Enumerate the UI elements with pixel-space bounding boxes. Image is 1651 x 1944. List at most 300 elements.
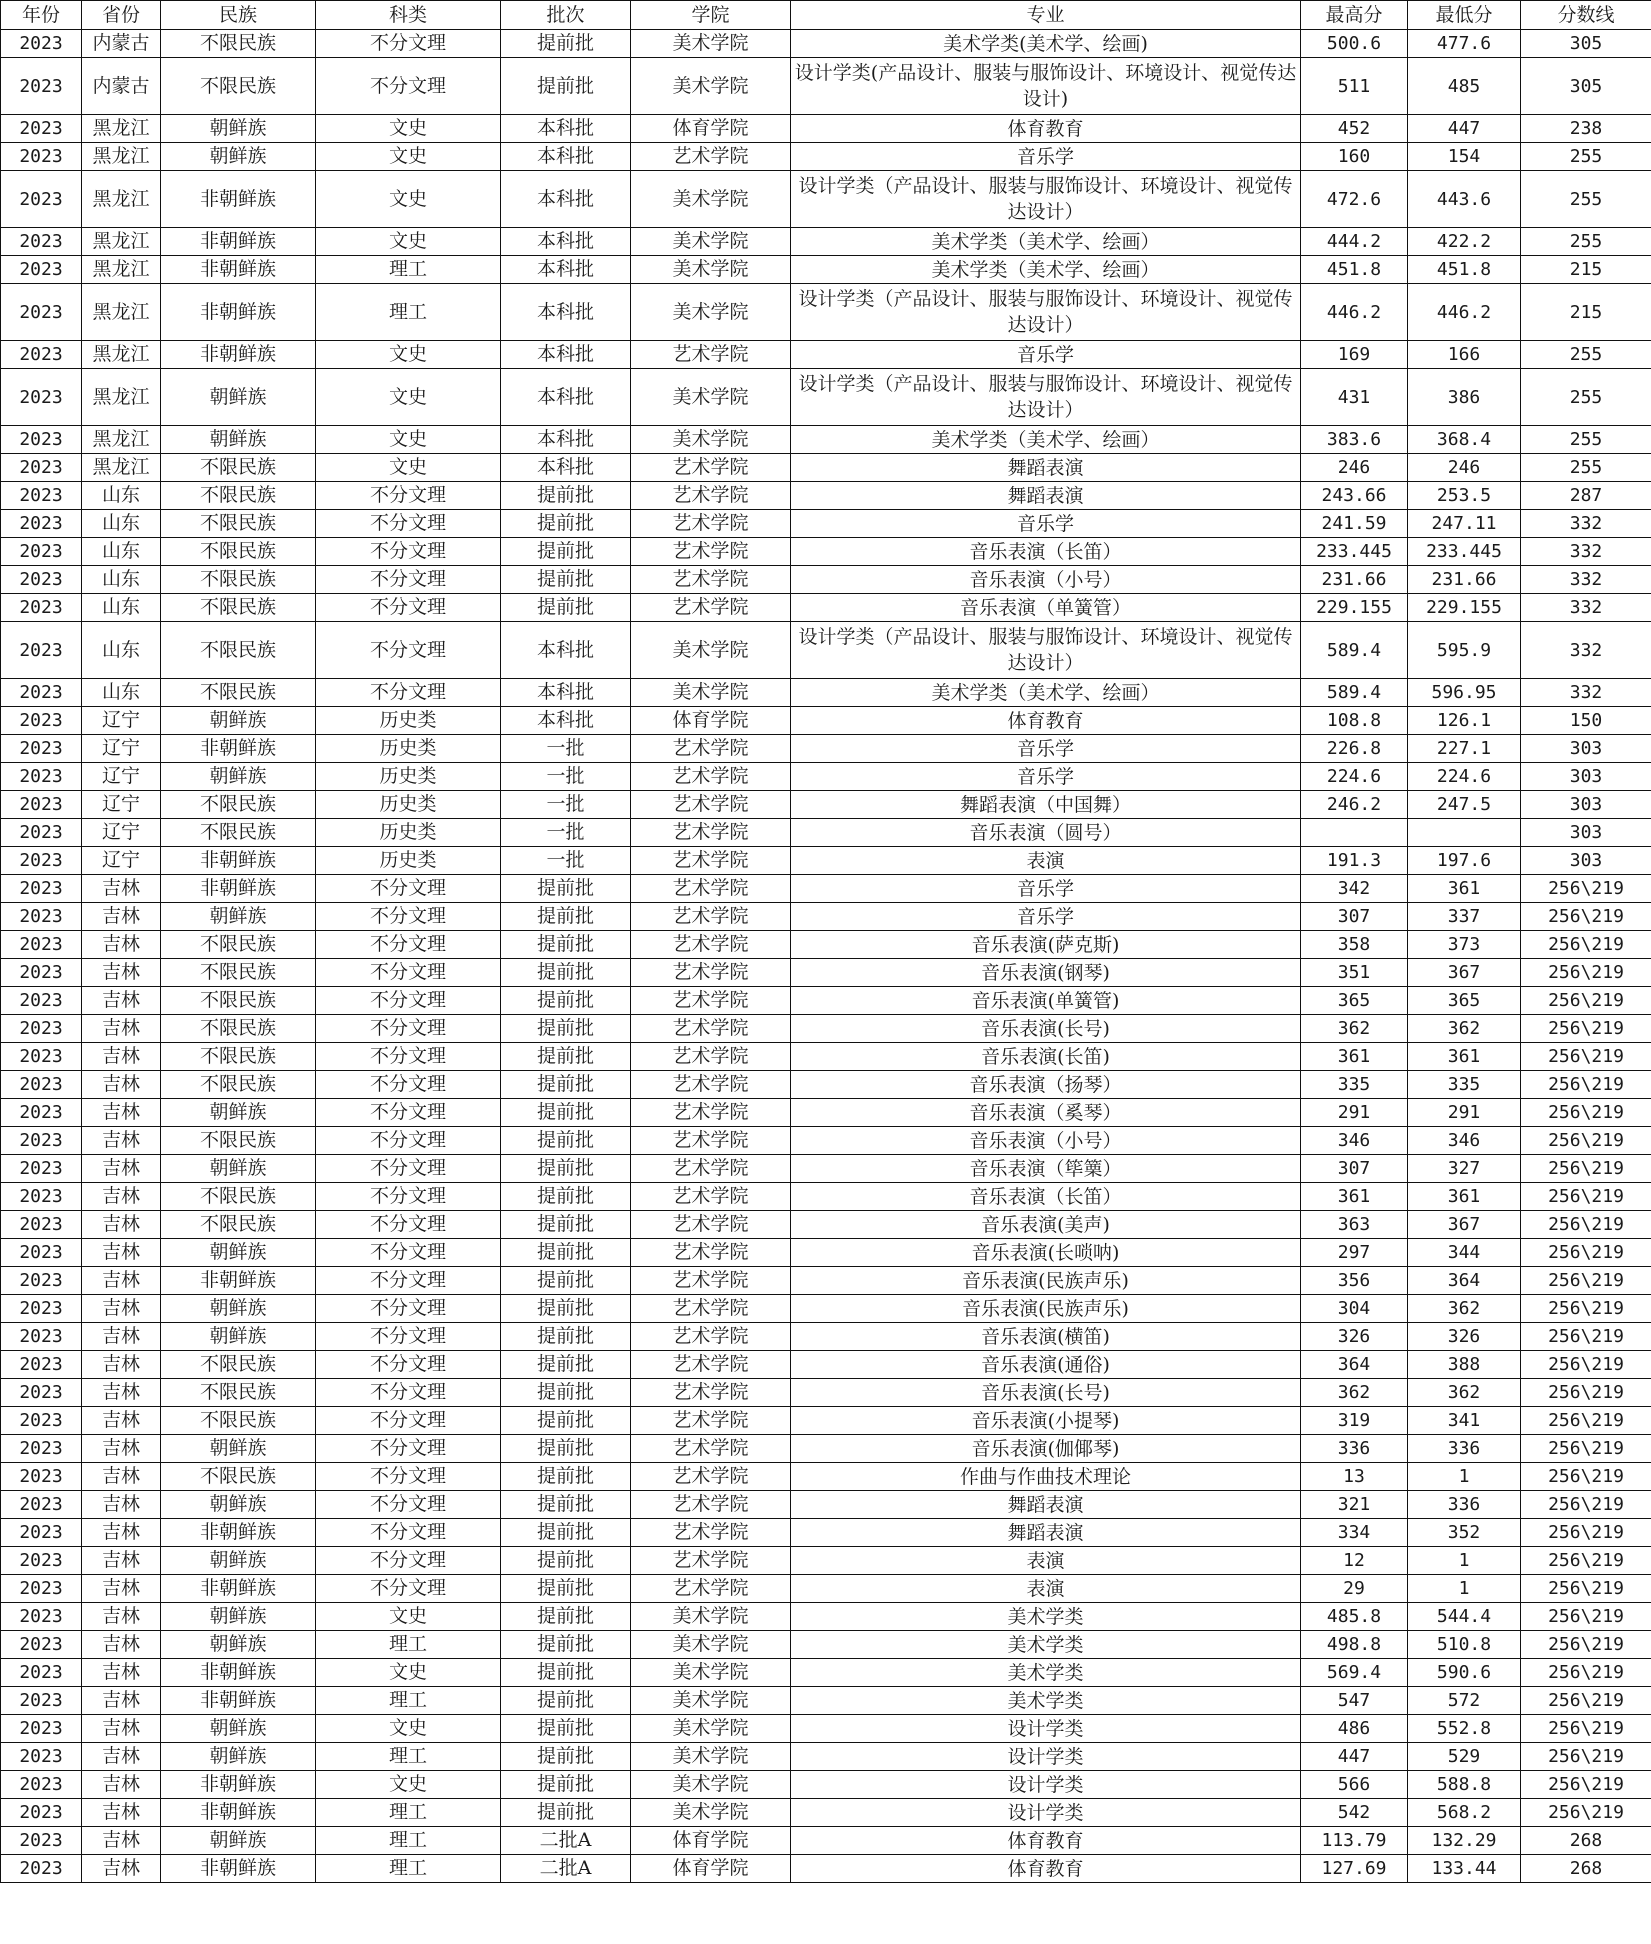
cell-province: 吉林 <box>82 1015 161 1043</box>
cell-major: 美术学类（美术学、绘画） <box>791 228 1301 256</box>
cell-subject: 理工 <box>316 256 501 284</box>
cell-min-score: 368.4 <box>1408 426 1521 454</box>
cell-major: 美术学类(美术学、绘画) <box>791 30 1301 58</box>
cell-max-score: 361 <box>1301 1043 1408 1071</box>
cell-major: 设计学类(产品设计、服装与服饰设计、环境设计、视觉传达设计) <box>791 58 1301 115</box>
cell-cutoff: 256\219 <box>1521 1015 1651 1043</box>
cell-max-score: 307 <box>1301 1155 1408 1183</box>
cell-subject: 不分文理 <box>316 58 501 115</box>
cell-major: 体育教育 <box>791 707 1301 735</box>
cell-year: 2023 <box>1 903 82 931</box>
cell-major: 美术学类 <box>791 1687 1301 1715</box>
cell-min-score: 166 <box>1408 341 1521 369</box>
cell-college: 艺术学院 <box>631 819 791 847</box>
cell-min-score: 446.2 <box>1408 284 1521 341</box>
cell-year: 2023 <box>1 875 82 903</box>
cell-batch: 本科批 <box>501 369 631 426</box>
cell-college: 艺术学院 <box>631 903 791 931</box>
cell-subject: 不分文理 <box>316 1435 501 1463</box>
cell-subject: 不分文理 <box>316 931 501 959</box>
cell-max-score: 383.6 <box>1301 426 1408 454</box>
cell-cutoff: 256\219 <box>1521 1267 1651 1295</box>
cell-ethnicity: 不限民族 <box>161 1351 316 1379</box>
cell-subject: 历史类 <box>316 763 501 791</box>
cell-college: 美术学院 <box>631 679 791 707</box>
cell-major: 音乐表演（单簧管） <box>791 594 1301 622</box>
cell-province: 吉林 <box>82 931 161 959</box>
cell-max-score: 451.8 <box>1301 256 1408 284</box>
cell-province: 吉林 <box>82 1547 161 1575</box>
cell-cutoff: 255 <box>1521 341 1651 369</box>
cell-year: 2023 <box>1 1575 82 1603</box>
cell-max-score: 231.66 <box>1301 566 1408 594</box>
cell-cutoff: 332 <box>1521 622 1651 679</box>
cell-province: 吉林 <box>82 1407 161 1435</box>
table-row <box>1 679 1651 707</box>
cell-max-score: 326 <box>1301 1323 1408 1351</box>
cell-province: 吉林 <box>82 1771 161 1799</box>
cell-min-score: 595.9 <box>1408 622 1521 679</box>
cell-ethnicity: 非朝鲜族 <box>161 228 316 256</box>
cell-ethnicity: 非朝鲜族 <box>161 1575 316 1603</box>
cell-min-score: 388 <box>1408 1351 1521 1379</box>
cell-major: 美术学类（美术学、绘画） <box>791 426 1301 454</box>
cell-college: 艺术学院 <box>631 1435 791 1463</box>
cell-min-score: 373 <box>1408 931 1521 959</box>
cell-max-score: 356 <box>1301 1267 1408 1295</box>
cell-college: 艺术学院 <box>631 1575 791 1603</box>
cell-province: 吉林 <box>82 1351 161 1379</box>
header-major: 专业 <box>791 1 1301 30</box>
cell-college: 美术学院 <box>631 1631 791 1659</box>
cell-cutoff: 303 <box>1521 763 1651 791</box>
cell-subject: 理工 <box>316 1855 501 1883</box>
cell-province: 吉林 <box>82 1575 161 1603</box>
cell-max-score: 191.3 <box>1301 847 1408 875</box>
cell-province: 内蒙古 <box>82 30 161 58</box>
cell-province: 黑龙江 <box>82 284 161 341</box>
table-row <box>1 1127 1651 1155</box>
cell-major: 音乐表演(民族声乐) <box>791 1267 1301 1295</box>
cell-cutoff: 268 <box>1521 1827 1651 1855</box>
cell-major: 美术学类 <box>791 1603 1301 1631</box>
cell-cutoff: 256\219 <box>1521 1155 1651 1183</box>
cell-college: 艺术学院 <box>631 482 791 510</box>
cell-year: 2023 <box>1 171 82 228</box>
cell-year: 2023 <box>1 707 82 735</box>
cell-min-score: 364 <box>1408 1267 1521 1295</box>
cell-major: 音乐表演(伽倻琴) <box>791 1435 1301 1463</box>
cell-subject: 不分文理 <box>316 903 501 931</box>
cell-subject: 不分文理 <box>316 510 501 538</box>
cell-min-score: 447 <box>1408 115 1521 143</box>
cell-major: 音乐学 <box>791 903 1301 931</box>
cell-max-score: 358 <box>1301 931 1408 959</box>
header-province: 省份 <box>82 1 161 30</box>
cell-year: 2023 <box>1 1547 82 1575</box>
cell-max-score: 127.69 <box>1301 1855 1408 1883</box>
cell-cutoff: 256\219 <box>1521 1547 1651 1575</box>
table-row <box>1 903 1651 931</box>
table-row <box>1 482 1651 510</box>
cell-min-score: 346 <box>1408 1127 1521 1155</box>
cell-year: 2023 <box>1 1799 82 1827</box>
cell-college: 艺术学院 <box>631 1211 791 1239</box>
cell-subject: 不分文理 <box>316 1295 501 1323</box>
cell-province: 辽宁 <box>82 707 161 735</box>
cell-province: 吉林 <box>82 1519 161 1547</box>
cell-cutoff: 256\219 <box>1521 1659 1651 1687</box>
cell-batch: 提前批 <box>501 1799 631 1827</box>
cell-subject: 不分文理 <box>316 1099 501 1127</box>
cell-cutoff: 256\219 <box>1521 1799 1651 1827</box>
cell-subject: 不分文理 <box>316 566 501 594</box>
cell-batch: 提前批 <box>501 1127 631 1155</box>
cell-min-score: 485 <box>1408 58 1521 115</box>
cell-subject: 文史 <box>316 1603 501 1631</box>
cell-cutoff: 256\219 <box>1521 959 1651 987</box>
cell-year: 2023 <box>1 763 82 791</box>
cell-ethnicity: 不限民族 <box>161 1407 316 1435</box>
cell-batch: 提前批 <box>501 1043 631 1071</box>
cell-ethnicity: 不限民族 <box>161 1015 316 1043</box>
cell-province: 吉林 <box>82 1155 161 1183</box>
cell-ethnicity: 不限民族 <box>161 538 316 566</box>
cell-batch: 提前批 <box>501 1295 631 1323</box>
cell-college: 美术学院 <box>631 1771 791 1799</box>
cell-major: 音乐表演(萨克斯) <box>791 931 1301 959</box>
cell-max-score: 224.6 <box>1301 763 1408 791</box>
cell-major: 音乐表演（长笛） <box>791 538 1301 566</box>
table-row <box>1 1575 1651 1603</box>
cell-subject: 文史 <box>316 171 501 228</box>
cell-year: 2023 <box>1 791 82 819</box>
table-row <box>1 1435 1651 1463</box>
cell-province: 吉林 <box>82 875 161 903</box>
cell-min-score: 568.2 <box>1408 1799 1521 1827</box>
cell-max-score: 304 <box>1301 1295 1408 1323</box>
cell-year: 2023 <box>1 1323 82 1351</box>
cell-province: 吉林 <box>82 1127 161 1155</box>
cell-province: 山东 <box>82 482 161 510</box>
cell-batch: 本科批 <box>501 143 631 171</box>
cell-major: 舞蹈表演（中国舞） <box>791 791 1301 819</box>
cell-province: 吉林 <box>82 1491 161 1519</box>
cell-ethnicity: 朝鲜族 <box>161 1435 316 1463</box>
cell-cutoff: 332 <box>1521 566 1651 594</box>
cell-ethnicity: 朝鲜族 <box>161 1239 316 1267</box>
cell-province: 吉林 <box>82 987 161 1015</box>
table-row <box>1 1351 1651 1379</box>
cell-province: 吉林 <box>82 1295 161 1323</box>
table-row <box>1 875 1651 903</box>
table-row <box>1 1799 1651 1827</box>
cell-subject: 不分文理 <box>316 679 501 707</box>
cell-batch: 提前批 <box>501 58 631 115</box>
cell-max-score: 113.79 <box>1301 1827 1408 1855</box>
cell-ethnicity: 朝鲜族 <box>161 1491 316 1519</box>
cell-min-score: 362 <box>1408 1295 1521 1323</box>
table-row <box>1 30 1651 58</box>
cell-max-score: 233.445 <box>1301 538 1408 566</box>
cell-year: 2023 <box>1 1519 82 1547</box>
cell-batch: 提前批 <box>501 1379 631 1407</box>
cell-max-score: 589.4 <box>1301 622 1408 679</box>
cell-batch: 一批 <box>501 847 631 875</box>
cell-batch: 提前批 <box>501 1239 631 1267</box>
table-row <box>1 1827 1651 1855</box>
cell-min-score: 544.4 <box>1408 1603 1521 1631</box>
cell-batch: 本科批 <box>501 284 631 341</box>
table-row <box>1 1743 1651 1771</box>
cell-ethnicity: 朝鲜族 <box>161 115 316 143</box>
cell-max-score: 485.8 <box>1301 1603 1408 1631</box>
header-row <box>1 1 1651 30</box>
cell-cutoff: 256\219 <box>1521 1519 1651 1547</box>
cell-subject: 文史 <box>316 1771 501 1799</box>
cell-cutoff: 256\219 <box>1521 1379 1651 1407</box>
cell-year: 2023 <box>1 1127 82 1155</box>
cell-min-score: 361 <box>1408 875 1521 903</box>
cell-college: 美术学院 <box>631 1715 791 1743</box>
cell-major: 音乐表演(小提琴) <box>791 1407 1301 1435</box>
cell-max-score: 364 <box>1301 1351 1408 1379</box>
cell-cutoff: 256\219 <box>1521 1295 1651 1323</box>
cell-batch: 一批 <box>501 763 631 791</box>
cell-year: 2023 <box>1 1155 82 1183</box>
cell-min-score: 596.95 <box>1408 679 1521 707</box>
cell-major: 表演 <box>791 1575 1301 1603</box>
cell-subject: 不分文理 <box>316 30 501 58</box>
cell-year: 2023 <box>1 1183 82 1211</box>
cell-min-score: 247.5 <box>1408 791 1521 819</box>
header-ethnicity: 民族 <box>161 1 316 30</box>
cell-cutoff: 256\219 <box>1521 875 1651 903</box>
cell-ethnicity: 朝鲜族 <box>161 903 316 931</box>
cell-ethnicity: 不限民族 <box>161 1211 316 1239</box>
cell-min-score: 365 <box>1408 987 1521 1015</box>
cell-year: 2023 <box>1 1351 82 1379</box>
cell-major: 音乐表演（长笛） <box>791 1183 1301 1211</box>
cell-batch: 提前批 <box>501 1435 631 1463</box>
cell-min-score: 197.6 <box>1408 847 1521 875</box>
cell-ethnicity: 朝鲜族 <box>161 1295 316 1323</box>
cell-max-score: 363 <box>1301 1211 1408 1239</box>
cell-province: 辽宁 <box>82 791 161 819</box>
cell-cutoff: 255 <box>1521 454 1651 482</box>
cell-college: 美术学院 <box>631 284 791 341</box>
cell-province: 吉林 <box>82 1659 161 1687</box>
table-row <box>1 1043 1651 1071</box>
cell-college: 美术学院 <box>631 30 791 58</box>
cell-province: 黑龙江 <box>82 256 161 284</box>
cell-province: 吉林 <box>82 1099 161 1127</box>
cell-max-score: 589.4 <box>1301 679 1408 707</box>
table-row <box>1 1099 1651 1127</box>
table-row <box>1 369 1651 426</box>
cell-college: 艺术学院 <box>631 1519 791 1547</box>
cell-college: 艺术学院 <box>631 1071 791 1099</box>
table-row <box>1 1379 1651 1407</box>
cell-province: 吉林 <box>82 1323 161 1351</box>
cell-cutoff: 256\219 <box>1521 1071 1651 1099</box>
cell-batch: 提前批 <box>501 959 631 987</box>
cell-max-score: 29 <box>1301 1575 1408 1603</box>
cell-ethnicity: 非朝鲜族 <box>161 735 316 763</box>
cell-batch: 提前批 <box>501 1267 631 1295</box>
cell-subject: 文史 <box>316 228 501 256</box>
cell-min-score: 477.6 <box>1408 30 1521 58</box>
cell-college: 艺术学院 <box>631 1379 791 1407</box>
cell-province: 黑龙江 <box>82 341 161 369</box>
cell-min-score: 229.155 <box>1408 594 1521 622</box>
cell-major: 音乐学 <box>791 735 1301 763</box>
cell-max-score: 569.4 <box>1301 1659 1408 1687</box>
cell-major: 作曲与作曲技术理论 <box>791 1463 1301 1491</box>
cell-ethnicity: 不限民族 <box>161 791 316 819</box>
cell-college: 艺术学院 <box>631 341 791 369</box>
cell-batch: 本科批 <box>501 426 631 454</box>
cell-major: 美术学类（美术学、绘画） <box>791 679 1301 707</box>
cell-cutoff: 256\219 <box>1521 1575 1651 1603</box>
cell-year: 2023 <box>1 1855 82 1883</box>
cell-year: 2023 <box>1 1379 82 1407</box>
cell-ethnicity: 不限民族 <box>161 931 316 959</box>
cell-major: 舞蹈表演 <box>791 1519 1301 1547</box>
cell-subject: 不分文理 <box>316 1071 501 1099</box>
cell-year: 2023 <box>1 115 82 143</box>
cell-cutoff: 287 <box>1521 482 1651 510</box>
cell-ethnicity: 非朝鲜族 <box>161 875 316 903</box>
cell-min-score: 253.5 <box>1408 482 1521 510</box>
cell-college: 艺术学院 <box>631 566 791 594</box>
cell-year: 2023 <box>1 1715 82 1743</box>
cell-subject: 理工 <box>316 1743 501 1771</box>
cell-batch: 提前批 <box>501 1015 631 1043</box>
cell-cutoff: 303 <box>1521 735 1651 763</box>
cell-year: 2023 <box>1 1603 82 1631</box>
cell-max-score: 566 <box>1301 1771 1408 1799</box>
cell-ethnicity: 不限民族 <box>161 594 316 622</box>
cell-college: 美术学院 <box>631 256 791 284</box>
cell-ethnicity: 朝鲜族 <box>161 369 316 426</box>
cell-batch: 提前批 <box>501 1099 631 1127</box>
cell-batch: 提前批 <box>501 1407 631 1435</box>
cell-min-score: 451.8 <box>1408 256 1521 284</box>
table-row <box>1 566 1651 594</box>
header-year: 年份 <box>1 1 82 30</box>
cell-ethnicity: 朝鲜族 <box>161 707 316 735</box>
cell-max-score: 12 <box>1301 1547 1408 1575</box>
cell-max-score: 319 <box>1301 1407 1408 1435</box>
cell-college: 艺术学院 <box>631 1127 791 1155</box>
cell-batch: 提前批 <box>501 1771 631 1799</box>
cell-year: 2023 <box>1 987 82 1015</box>
cell-subject: 不分文理 <box>316 622 501 679</box>
cell-major: 音乐表演(长笛) <box>791 1043 1301 1071</box>
cell-cutoff: 255 <box>1521 143 1651 171</box>
cell-ethnicity: 朝鲜族 <box>161 1323 316 1351</box>
table-body <box>1 30 1651 1883</box>
cell-batch: 本科批 <box>501 454 631 482</box>
cell-subject: 文史 <box>316 426 501 454</box>
cell-batch: 二批A <box>501 1827 631 1855</box>
table-row <box>1 228 1651 256</box>
cell-min-score: 1 <box>1408 1463 1521 1491</box>
cell-year: 2023 <box>1 1407 82 1435</box>
cell-major: 体育教育 <box>791 115 1301 143</box>
cell-year: 2023 <box>1 341 82 369</box>
cell-province: 吉林 <box>82 903 161 931</box>
cell-year: 2023 <box>1 1743 82 1771</box>
cell-college: 美术学院 <box>631 58 791 115</box>
cell-college: 美术学院 <box>631 1603 791 1631</box>
table-row <box>1 763 1651 791</box>
table-row <box>1 819 1651 847</box>
cell-province: 山东 <box>82 538 161 566</box>
cell-cutoff: 303 <box>1521 791 1651 819</box>
cell-min-score: 337 <box>1408 903 1521 931</box>
cell-ethnicity: 朝鲜族 <box>161 1631 316 1659</box>
cell-major: 设计学类 <box>791 1799 1301 1827</box>
cell-cutoff: 256\219 <box>1521 1127 1651 1155</box>
table-row <box>1 622 1651 679</box>
cell-min-score: 1 <box>1408 1575 1521 1603</box>
cell-min-score: 552.8 <box>1408 1715 1521 1743</box>
cell-subject: 不分文理 <box>316 987 501 1015</box>
cell-subject: 理工 <box>316 1687 501 1715</box>
table-row <box>1 143 1651 171</box>
cell-cutoff: 215 <box>1521 284 1651 341</box>
cell-max-score: 511 <box>1301 58 1408 115</box>
cell-subject: 不分文理 <box>316 1323 501 1351</box>
cell-subject: 不分文理 <box>316 1547 501 1575</box>
cell-batch: 本科批 <box>501 115 631 143</box>
cell-major: 体育教育 <box>791 1827 1301 1855</box>
cell-subject: 不分文理 <box>316 482 501 510</box>
cell-batch: 提前批 <box>501 931 631 959</box>
cell-college: 艺术学院 <box>631 931 791 959</box>
table-row <box>1 1295 1651 1323</box>
cell-batch: 提前批 <box>501 482 631 510</box>
cell-college: 美术学院 <box>631 1799 791 1827</box>
cell-batch: 提前批 <box>501 1603 631 1631</box>
cell-ethnicity: 不限民族 <box>161 566 316 594</box>
cell-min-score <box>1408 819 1521 847</box>
cell-province: 黑龙江 <box>82 143 161 171</box>
cell-ethnicity: 非朝鲜族 <box>161 1771 316 1799</box>
cell-year: 2023 <box>1 1827 82 1855</box>
cell-batch: 提前批 <box>501 1519 631 1547</box>
cell-ethnicity: 非朝鲜族 <box>161 1519 316 1547</box>
cell-cutoff: 256\219 <box>1521 1715 1651 1743</box>
cell-province: 黑龙江 <box>82 171 161 228</box>
cell-cutoff: 256\219 <box>1521 931 1651 959</box>
cell-ethnicity: 非朝鲜族 <box>161 1855 316 1883</box>
cell-major: 音乐表演(长号) <box>791 1379 1301 1407</box>
cell-batch: 本科批 <box>501 256 631 284</box>
cell-max-score: 321 <box>1301 1491 1408 1519</box>
cell-batch: 提前批 <box>501 1547 631 1575</box>
cell-province: 吉林 <box>82 1715 161 1743</box>
cell-batch: 提前批 <box>501 1687 631 1715</box>
header-min-score: 最低分 <box>1408 1 1521 30</box>
cell-major: 设计学类（产品设计、服装与服饰设计、环境设计、视觉传达设计） <box>791 284 1301 341</box>
cell-year: 2023 <box>1 1267 82 1295</box>
cell-province: 山东 <box>82 566 161 594</box>
cell-max-score: 547 <box>1301 1687 1408 1715</box>
cell-min-score: 227.1 <box>1408 735 1521 763</box>
